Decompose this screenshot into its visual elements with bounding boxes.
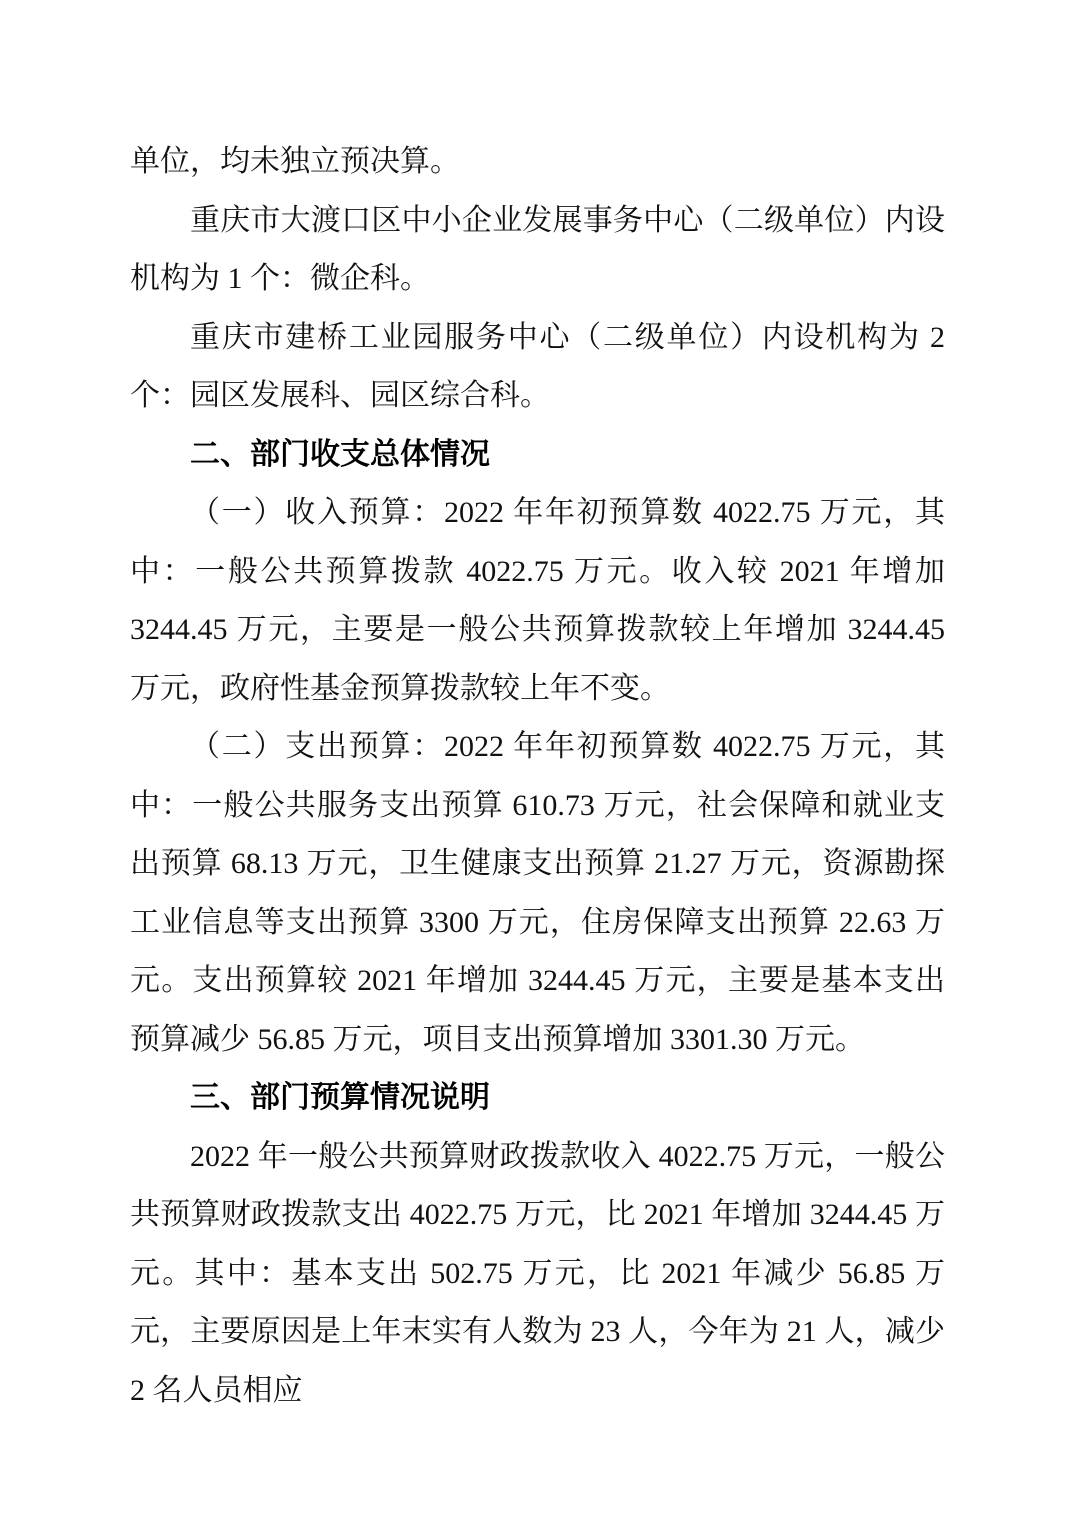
paragraph-fiscal-appropriation: 2022 年一般公共预算财政拨款收入 4022.75 万元，一般公共预算财政拨款支出 4022.75 万元，比 2021 年增加 3244.45 万元。其中：基本支出 502.75 万元，比 2021 年减少 56.85 万元，主要原因是上年末实有人数为 23 人，今年为 21 人，减少 2 名人员相应 xyxy=(130,1139,945,1407)
paragraph-expenditure-budget: （二）支出预算：2022 年年初预算数 4022.75 万元，其中：一般公共服务支出预算 610.73 万元，社会保障和就业支出预算 68.13 万元，卫生健康支出预算 21.27 万元，资源勘探工业信息等支出预算 3300 万元，住房保障支出预算 22.63 万元。支出预算较 2021 年增加 3244.45 万元，主要是基本支出预算减少 56.85 万元，项目支出预算增加 3301.30 万元。 xyxy=(130,730,945,1056)
section-heading-budget-explanation: 三、部门预算情况说明 xyxy=(190,1081,490,1114)
paragraph-jianqiao-center: 重庆市建桥工业园服务中心（二级单位）内设机构为 2 个：园区发展科、园区综合科。 xyxy=(130,320,945,412)
section-heading-revenue-expenditure-overview: 二、部门收支总体情况 xyxy=(190,437,490,471)
paragraph-dadukou-center: 重庆市大渡口区中小企业发展事务中心（二级单位）内设机构为 1 个：微企科。 xyxy=(130,203,945,295)
paragraph-income-budget: （一）收入预算：2022 年年初预算数 4022.75 万元，其中：一般公共预算拨款 4022.75 万元。收入较 2021 年增加 3244.45 万元，主要是一般公共预算拨款较上年增加 3244.45 万元，政府性基金预算拨款较上年不变。 xyxy=(130,496,945,705)
paragraph-continuation: 单位，均未独立预决算。 xyxy=(130,145,460,178)
